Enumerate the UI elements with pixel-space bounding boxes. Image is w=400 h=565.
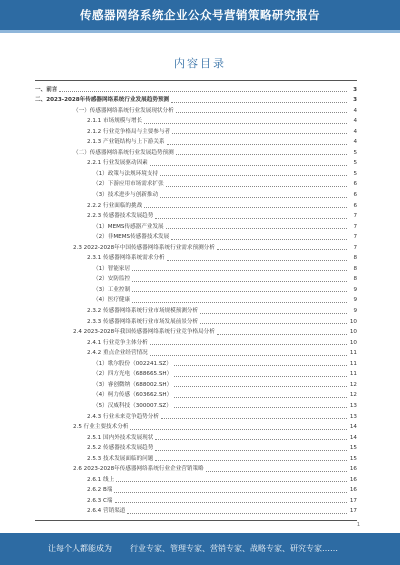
toc-entry[interactable] [35,422,357,433]
toc-entry[interactable] [35,274,357,285]
toc-entry[interactable] [35,263,357,274]
toc-entry[interactable] [35,179,357,190]
toc-leader-dots [144,206,347,208]
toc-entry-page: 8 [353,255,357,262]
toc-entry[interactable] [35,221,357,232]
toc-leader-dots [174,385,347,387]
toc-entry[interactable] [35,411,357,422]
toc-entry[interactable] [35,284,357,295]
toc-entry-label: 2.1.1 市场规模与增长 [87,118,143,125]
toc-entry-page: 17 [349,497,357,504]
toc-entry[interactable] [35,116,357,127]
toc-entry[interactable] [35,232,357,243]
toc-entry[interactable] [35,295,357,306]
toc-leader-dots [150,164,347,166]
toc-leader-dots [161,417,347,419]
toc-entry[interactable] [35,453,357,464]
toc-leader-dots [166,185,347,187]
toc-entry-page: 12 [349,381,357,388]
toc-entry[interactable] [35,316,357,327]
toc-entry-page: 16 [349,476,357,483]
toc-leader-dots [174,406,347,408]
toc-entry-label: 2.5.2 传感器技术发展趋势 [87,445,154,452]
toc-entry-label: （二）传感器网络系统行业发展趋势预测 [73,149,174,156]
toc-entry-page: 6 [353,202,357,209]
toc-leader-dots [132,280,347,282]
toc-leader-dots [171,101,347,103]
toc-entry-page: 9 [353,308,357,315]
toc-entry[interactable] [35,305,357,316]
toc-entry-page: 3 [353,97,357,104]
toc-leader-dots [132,290,347,292]
toc-entry-label: 2.6.3 C端 [87,497,113,504]
toc-leader-dots [160,174,347,176]
toc-entry[interactable] [35,189,357,200]
toc-entry[interactable] [35,369,357,380]
toc-entry-page: 8 [353,276,357,283]
toc-leader-dots [172,132,347,134]
toc-entry-label: （2）非MEMS传感器技术发展 [93,234,170,241]
toc-entry[interactable] [35,495,357,506]
toc-entry-page: 3 [353,86,357,93]
toc-leader-dots [150,343,347,345]
toc-entry-page: 11 [349,371,357,378]
toc-entry-label: （3）工业控制 [93,286,131,293]
toc-leader-dots [206,470,347,472]
toc-entry-page: 8 [353,265,357,272]
toc-entry-label: 2.6.1 线上 [87,476,115,483]
toc-entry-label: 2.3.1 传感器网络系统需求分析 [87,255,165,262]
toc-leader-dots [176,153,347,155]
toc-entry-page: 13 [349,402,357,409]
toc-entry-page: 5 [353,160,357,167]
toc-entry-label: （1）智能家居 [93,265,131,272]
toc-leader-dots [171,238,347,240]
toc-entry-page: 10 [349,329,357,336]
toc-entry-label: 2.3.3 传感器网络系统行业市场发展前景分析 [87,318,199,325]
toc-entry-label: 2.5 行业主要技术分析 [73,424,129,431]
toc-leader-dots [115,501,347,503]
toc-entry-label: 二、2023-2028年传感器网络系统行业发展趋势预测 [35,97,170,104]
toc-leader-dots [155,438,347,440]
toc-entry[interactable] [35,443,357,454]
toc-entry[interactable] [35,95,357,106]
toc-entry[interactable] [35,485,357,496]
document-footer [0,533,400,565]
toc-leader-dots [144,122,347,124]
page-number: 1 [356,522,360,528]
toc-entry-label: 2.3.2 传感器网络系统行业市场规模预测分析 [87,308,199,315]
toc-entry-label: 2.3 2022-2028年中国传感器网络系统行业需求预测分析 [73,244,215,251]
toc-entry[interactable] [35,379,357,390]
toc-entry-label: 2.6.4 营销渠道 [87,508,126,515]
toc-entry-page: 4 [353,128,357,135]
toc-entry[interactable] [35,105,357,116]
toc-entry[interactable] [35,400,357,411]
toc-entry[interactable] [35,327,357,338]
toc-entry-label: （1）MEMS传感器产业发展 [93,223,164,230]
toc-entry-page: 12 [349,392,357,399]
toc-leader-dots [174,375,347,377]
toc-leader-dots [200,322,347,324]
footer-brand: 让每个人都能成为 [48,544,112,553]
toc-leader-dots [155,217,347,219]
toc-leader-dots [200,312,347,314]
toc-entry-label: 2.1.2 行业竞争格局与主要参与者 [87,128,171,135]
toc-entry-label: （4）医疗健康 [93,297,131,304]
toc-entry[interactable] [35,506,357,517]
toc-leader-dots [132,269,347,271]
toc-leader-dots [174,396,347,398]
toc-entry-page: 9 [353,297,357,304]
toc-entry-page: 5 [353,149,357,156]
toc-leader-dots [127,512,347,514]
toc-entry-label: 2.6.2 B端 [87,487,113,494]
toc-leader-dots [166,227,347,229]
toc-entry-label: 2.4.2 重点企业经营情况 [87,350,148,357]
toc-entry-label: （3）睿创微纳（688002.SH） [93,381,173,388]
toc-entry-page: 13 [349,413,357,420]
toc-entry-page: 9 [353,286,357,293]
toc-entry-page: 10 [349,318,357,325]
toc-entry[interactable] [35,358,357,369]
toc-entry-label: 一、前言 [35,86,58,93]
toc-entry[interactable] [35,211,357,222]
toc-entry-label: （一）传感器网络系统行业发展现状分析 [73,107,174,114]
toc-leader-dots [176,111,347,113]
toc-entry-label: 2.4.1 行业竞争主体分析 [87,339,148,346]
document-title: 传感器网络系统企业公众号营销策略研究报告 [80,8,320,22]
toc-leader-dots [150,354,347,356]
toc-entry[interactable] [35,126,357,137]
toc-leader-dots [114,491,347,493]
toc-entry-label: 2.5.1 国内外技术发展现状 [87,434,154,441]
toc-entry-page: 7 [353,234,357,241]
toc-entry-page: 6 [353,192,357,199]
toc-entry-label: （1）歌尔股份（002241.SZ） [93,360,172,367]
toc-entry-label: 2.2.3 传感器技术发展趋势 [87,213,154,220]
toc-entry-page: 4 [353,139,357,146]
toc-entry[interactable] [35,348,357,359]
toc-entry-label: （4）柯力传感（603662.SH） [93,392,173,399]
toc-entry[interactable] [35,253,357,264]
toc-entry-label: （3）技术进步与创新推动 [93,192,159,199]
toc-entry[interactable] [35,464,357,475]
header-divider [0,30,400,33]
toc-entry-page: 14 [349,434,357,441]
toc-entry[interactable] [35,432,357,443]
toc-entry-label: 2.4 2023-2028年我国传感器网络系统行业竞争格局分析 [73,329,215,336]
toc-entry-label: （2）下游应用市场需求扩张 [93,181,164,188]
toc-leader-dots [116,480,347,482]
toc-entry[interactable] [35,474,357,485]
table-of-contents [35,84,357,516]
toc-leader-dots [217,333,347,335]
toc-entry-page: 16 [349,487,357,494]
toc-entry-label: （1）政策与法规环境支持 [93,170,159,177]
toc-leader-dots [155,449,347,451]
toc-entry-label: 2.2.1 行业发展驱动因素 [87,160,148,167]
toc-entry[interactable] [35,137,357,148]
toc-entry-label: 2.2.2 行业面临的挑战 [87,202,143,209]
toc-entry-page: 11 [349,350,357,357]
toc-leader-dots [174,364,347,366]
toc-bottom-rule [35,520,357,521]
toc-entry-page: 5 [353,170,357,177]
toc-entry[interactable] [35,200,357,211]
toc-leader-dots [160,196,347,198]
toc-entry[interactable] [35,168,357,179]
toc-entry-label: （2）安防监控 [93,276,131,283]
toc-entry[interactable] [35,242,357,253]
toc-entry[interactable] [35,84,357,95]
toc-entry-label: 2.5.3 技术发展面临的问题 [87,455,154,462]
toc-entry[interactable] [35,158,357,169]
toc-leader-dots [155,459,347,461]
toc-entry[interactable] [35,147,357,158]
toc-entry-page: 7 [353,244,357,251]
toc-entry[interactable] [35,337,357,348]
document-header [0,0,400,30]
toc-entry-page: 7 [353,223,357,230]
toc-entry-page: 15 [349,445,357,452]
toc-leader-dots [217,248,347,250]
toc-entry-page: 15 [349,455,357,462]
toc-entry[interactable] [35,390,357,401]
toc-entry-page: 4 [353,118,357,125]
toc-leader-dots [167,259,347,261]
toc-entry-page: 7 [353,213,357,220]
toc-heading: 内容目录 [174,57,226,70]
toc-leader-dots [167,143,347,145]
toc-entry-label: （2）四方光电（688665.SH） [93,371,173,378]
toc-entry-page: 6 [353,181,357,188]
toc-leader-dots [132,301,347,303]
footer-slogan: 行业专家、管理专家、营销专家、战略专家、研究专家…… [130,544,338,553]
toc-leader-dots [130,428,347,430]
toc-entry-page: 4 [353,107,357,114]
toc-entry-label: 2.4.3 行业未来竞争趋势分析 [87,413,159,420]
toc-entry-label: 2.6 2023-2028年传感器网络系统行业企业营销策略 [73,466,204,473]
toc-entry-page: 14 [349,424,357,431]
toc-top-rule [35,80,357,81]
toc-entry-page: 10 [349,339,357,346]
toc-entry-page: 17 [349,508,357,515]
toc-entry-page: 16 [349,466,357,473]
toc-leader-dots [59,90,347,92]
toc-entry-label: （5）汉威科技（300007.SZ） [93,402,172,409]
toc-entry-label: 2.1.3 产业链结构与上下游关系 [87,139,165,146]
toc-entry-page: 11 [349,360,357,367]
